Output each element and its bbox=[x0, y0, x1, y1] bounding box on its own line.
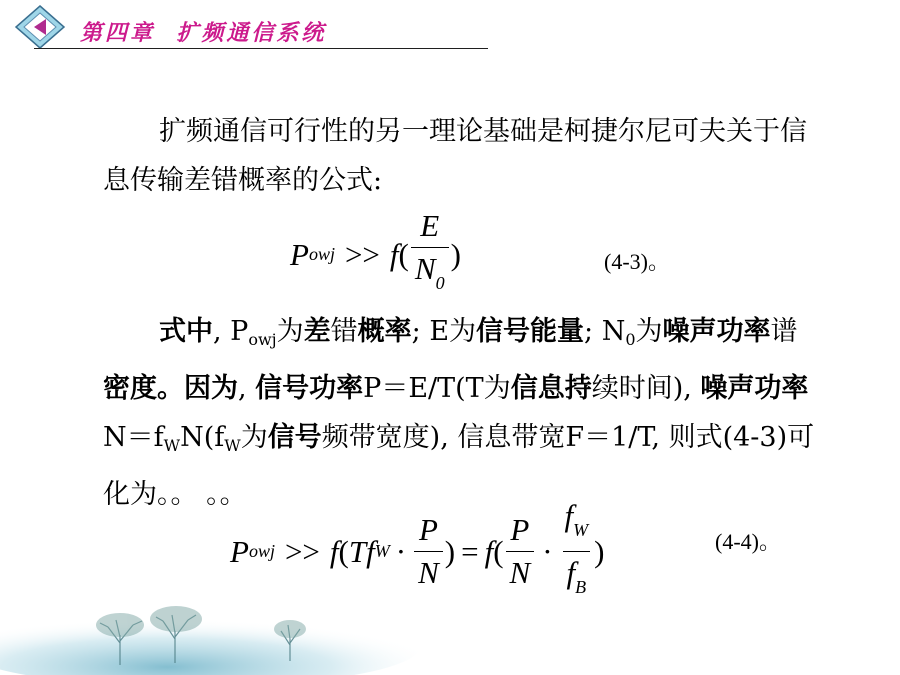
fraction-p-over-n bbox=[506, 512, 535, 591]
text-segment: 续时间), bbox=[591, 373, 701, 404]
dot-operator: · bbox=[542, 533, 553, 569]
formula-lhs-sub: owj bbox=[308, 244, 335, 264]
text-segment: , bbox=[238, 373, 256, 404]
formula-function: f bbox=[484, 533, 494, 569]
fraction-numerator: P bbox=[510, 512, 530, 547]
fraction-numerator: f bbox=[564, 498, 574, 533]
text-segment: 差 bbox=[303, 316, 331, 347]
equation-number-4-3: (4-3)。 bbox=[604, 249, 670, 274]
text-segment: ; E为 bbox=[411, 316, 477, 347]
subscript: W bbox=[224, 436, 241, 455]
text-segment: 噪声功率 bbox=[700, 373, 809, 404]
symbol-f: f bbox=[366, 533, 375, 569]
formula-4-3: P owj >> f ( $\frac{E}{N_0}$ ) bbox=[290, 208, 461, 301]
paren: ( bbox=[338, 533, 349, 569]
text-segment: 密度。因为 bbox=[103, 373, 238, 404]
trees-landscape-image bbox=[0, 565, 420, 675]
formula-lhs: P bbox=[290, 236, 309, 272]
text-segment: 信号 bbox=[267, 422, 322, 453]
subscript: W bbox=[163, 436, 181, 455]
equals-sign: = bbox=[461, 533, 479, 569]
title-divider bbox=[34, 48, 488, 49]
text-segment: 概率 bbox=[357, 316, 412, 347]
explanation-paragraph bbox=[103, 307, 823, 519]
paren: ) bbox=[594, 533, 605, 569]
text-segment: 谱 bbox=[770, 316, 798, 347]
formula-relation: >> bbox=[284, 533, 320, 569]
text-segment: N＝f bbox=[103, 422, 164, 453]
text-segment: 信号能量 bbox=[476, 316, 585, 347]
text-segment: 式中 bbox=[159, 316, 213, 347]
text-segment: 信息持 bbox=[510, 373, 592, 404]
text-segment: ; N bbox=[584, 316, 626, 347]
subscript: 0 bbox=[625, 330, 636, 349]
formula-relation: >> bbox=[344, 236, 380, 272]
fraction-denominator: f bbox=[566, 555, 576, 590]
paren: ( bbox=[493, 533, 504, 569]
symbol-t: T bbox=[348, 533, 367, 569]
formula-lhs: P bbox=[230, 533, 249, 569]
symbol-f-sub: W bbox=[374, 541, 390, 561]
paren: ) bbox=[444, 533, 456, 569]
text-segment: 错 bbox=[330, 316, 358, 347]
fraction-denominator: N bbox=[506, 551, 535, 591]
text-segment: N(f bbox=[180, 422, 225, 453]
fraction-numerator: P bbox=[418, 512, 438, 547]
formula-function: f bbox=[389, 236, 399, 272]
diamond-arrow-icon bbox=[10, 4, 66, 50]
text-segment: 为 bbox=[635, 316, 663, 347]
subscript: owj bbox=[248, 330, 277, 349]
text-segment: 为 bbox=[276, 316, 304, 347]
text-segment: 为 bbox=[240, 422, 268, 453]
fraction-numerator-sub: W bbox=[573, 520, 589, 540]
fraction-fw-over-fb bbox=[561, 498, 593, 605]
fraction-denominator: N bbox=[414, 251, 436, 286]
fraction-denominator-sub: B bbox=[575, 577, 587, 597]
dot-operator: · bbox=[395, 533, 407, 569]
text-segment: 信号功率 bbox=[255, 373, 364, 404]
intro-paragraph: 扩频通信可行性的另一理论基础是柯捷尔尼可夫关于信息传输差错概率的公式: bbox=[103, 116, 807, 196]
formula-lhs-sub: owj bbox=[248, 541, 275, 561]
equation-number-4-4: (4-4)。 bbox=[715, 529, 781, 554]
fraction-numerator: E bbox=[420, 208, 440, 243]
text-segment: , P bbox=[213, 316, 249, 347]
chapter-title: 第四章 扩频通信系统 bbox=[80, 21, 327, 46]
formula-function: f bbox=[329, 533, 339, 569]
fraction-denominator: N bbox=[414, 551, 443, 591]
text-segment: 频带宽度), 信息带宽F＝1/T, 则式(4-3)可化为。。 。。 bbox=[103, 422, 815, 510]
fraction-denominator-sub: 0 bbox=[435, 273, 445, 293]
text-segment: P＝E/T(T为 bbox=[363, 373, 511, 404]
text-segment: 噪声功率 bbox=[662, 316, 771, 347]
fraction-e-over-n0 bbox=[411, 208, 449, 301]
